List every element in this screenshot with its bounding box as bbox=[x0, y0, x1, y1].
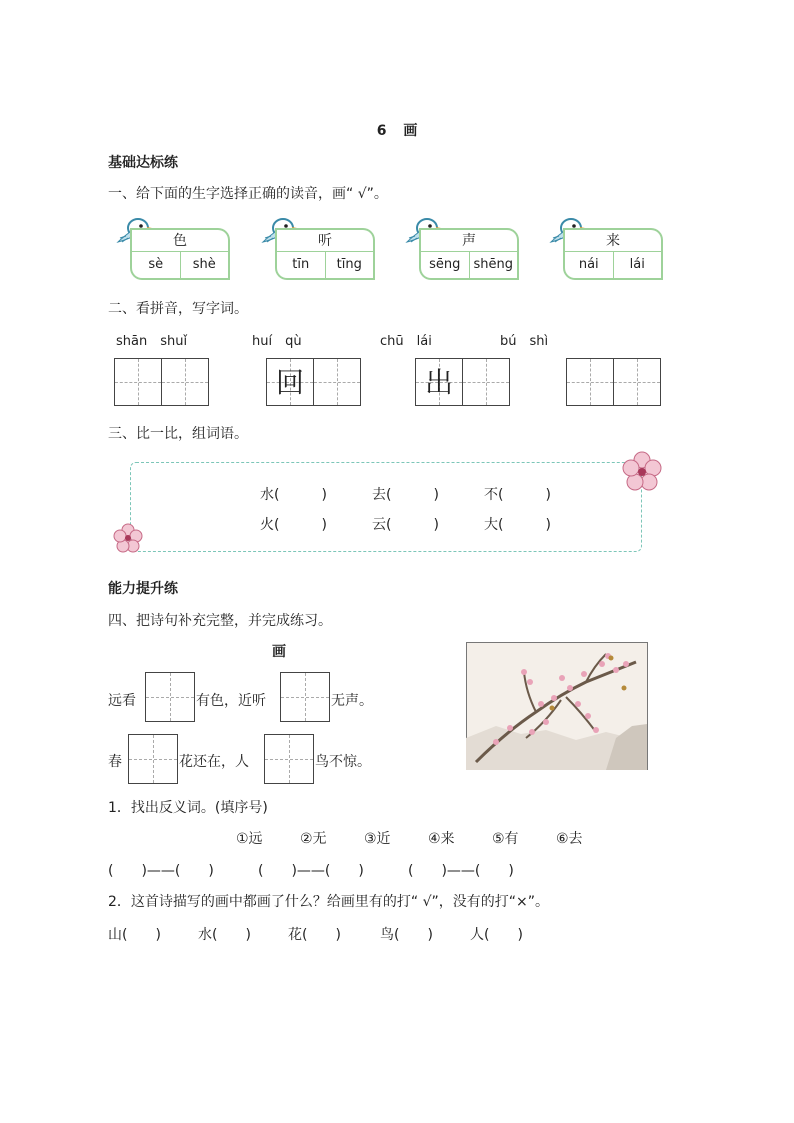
prefilled-char-chu: 出 bbox=[424, 366, 453, 399]
poem-blank-grid[interactable] bbox=[145, 672, 195, 722]
card-character: 听 bbox=[275, 228, 375, 252]
writing-grid[interactable] bbox=[114, 358, 162, 406]
lesson-number: 6 bbox=[376, 123, 387, 139]
painting-item[interactable]: 人( ) bbox=[470, 927, 523, 943]
writing-grid[interactable] bbox=[313, 358, 361, 406]
antonym-pair[interactable]: ( )——( ) bbox=[108, 863, 214, 879]
compare-item[interactable]: 大( ) bbox=[484, 517, 551, 533]
painting-item[interactable]: 鸟( ) bbox=[380, 927, 433, 943]
painting-item[interactable]: 水( ) bbox=[198, 927, 251, 943]
writing-grid[interactable] bbox=[266, 358, 314, 406]
painting-illustration bbox=[466, 642, 648, 770]
poem-title: 画 bbox=[272, 644, 286, 660]
poem-text: 无声。 bbox=[331, 693, 373, 709]
q1-instruction: 一、给下面的生字选择正确的读音，画“ √”。 bbox=[108, 186, 388, 202]
pinyin-card bbox=[130, 228, 230, 280]
pinyin-option[interactable]: lái bbox=[629, 257, 645, 272]
antonym-option: ⑤有 bbox=[492, 831, 519, 847]
compare-item[interactable]: 火( ) bbox=[260, 517, 327, 533]
pinyin-option[interactable]: nái bbox=[565, 252, 614, 278]
pinyin-chulai: chū lái bbox=[380, 334, 432, 349]
writing-grid[interactable] bbox=[161, 358, 209, 406]
pinyin-huiqu: huí qù bbox=[252, 334, 302, 349]
antonym-option: ⑥去 bbox=[556, 831, 583, 847]
painting-item[interactable]: 花( ) bbox=[288, 927, 341, 943]
lesson-title bbox=[0, 120, 794, 140]
pinyin-card bbox=[275, 228, 375, 280]
pinyin-option[interactable]: shēng bbox=[473, 257, 513, 272]
card-character: 色 bbox=[130, 228, 230, 252]
poem-text: 春 bbox=[108, 754, 122, 770]
pinyin-shanshui: shān shuǐ bbox=[116, 334, 188, 349]
section-advanced-title: 能力提升练 bbox=[108, 581, 178, 597]
pinyin-option[interactable]: tīn bbox=[277, 252, 326, 278]
poem-text: 远看 bbox=[108, 693, 136, 709]
writing-grid[interactable] bbox=[415, 358, 463, 406]
writing-grid[interactable] bbox=[566, 358, 614, 406]
blossom-icon bbox=[618, 448, 666, 496]
pinyin-card bbox=[419, 228, 519, 280]
q3-instruction: 三、比一比，组词语。 bbox=[108, 426, 248, 442]
compare-item[interactable]: 云( ) bbox=[372, 517, 439, 533]
pinyin-card bbox=[563, 228, 663, 280]
poem-text: 有色，近听 bbox=[196, 693, 266, 709]
pinyin-option[interactable]: shè bbox=[192, 257, 216, 272]
antonym-option: ④来 bbox=[428, 831, 455, 847]
pinyin-option[interactable]: sēng bbox=[421, 252, 470, 278]
section-basic-title: 基础达标练 bbox=[108, 155, 178, 171]
antonym-option: ②无 bbox=[300, 831, 327, 847]
blossom-icon bbox=[112, 522, 144, 554]
poem-text: 鸟不惊。 bbox=[315, 754, 371, 770]
card-character: 声 bbox=[419, 228, 519, 252]
antonym-pair[interactable]: ( )——( ) bbox=[408, 863, 514, 879]
compare-box bbox=[130, 462, 642, 552]
prefilled-char-hui: 回 bbox=[275, 366, 304, 399]
pinyin-option[interactable]: tīng bbox=[336, 257, 362, 272]
writing-grid[interactable] bbox=[462, 358, 510, 406]
card-character: 来 bbox=[563, 228, 663, 252]
q4-sub1: 1．找出反义词。(填序号) bbox=[108, 800, 268, 816]
poem-blank-grid[interactable] bbox=[280, 672, 330, 722]
compare-item[interactable]: 去( ) bbox=[372, 487, 439, 503]
painting-item[interactable]: 山( ) bbox=[108, 927, 161, 943]
q4-instruction: 四、把诗句补充完整，并完成练习。 bbox=[108, 613, 332, 629]
poem-text: 花还在，人 bbox=[179, 754, 249, 770]
lesson-name: 画 bbox=[403, 123, 418, 139]
compare-item[interactable]: 水( ) bbox=[260, 487, 327, 503]
pinyin-bushi: bú shì bbox=[500, 334, 549, 349]
writing-grid[interactable] bbox=[613, 358, 661, 406]
antonym-pair[interactable]: ( )——( ) bbox=[258, 863, 364, 879]
pinyin-option[interactable]: sè bbox=[132, 252, 181, 278]
poem-blank-grid[interactable] bbox=[264, 734, 314, 784]
q2-instruction: 二、看拼音，写字词。 bbox=[108, 301, 248, 317]
compare-item[interactable]: 不( ) bbox=[484, 487, 551, 503]
antonym-option: ③近 bbox=[364, 831, 391, 847]
poem-blank-grid[interactable] bbox=[128, 734, 178, 784]
q4-sub2: 2．这首诗描写的画中都画了什么？给画里有的打“ √”，没有的打“×”。 bbox=[108, 894, 550, 910]
antonym-option: ①远 bbox=[236, 831, 263, 847]
